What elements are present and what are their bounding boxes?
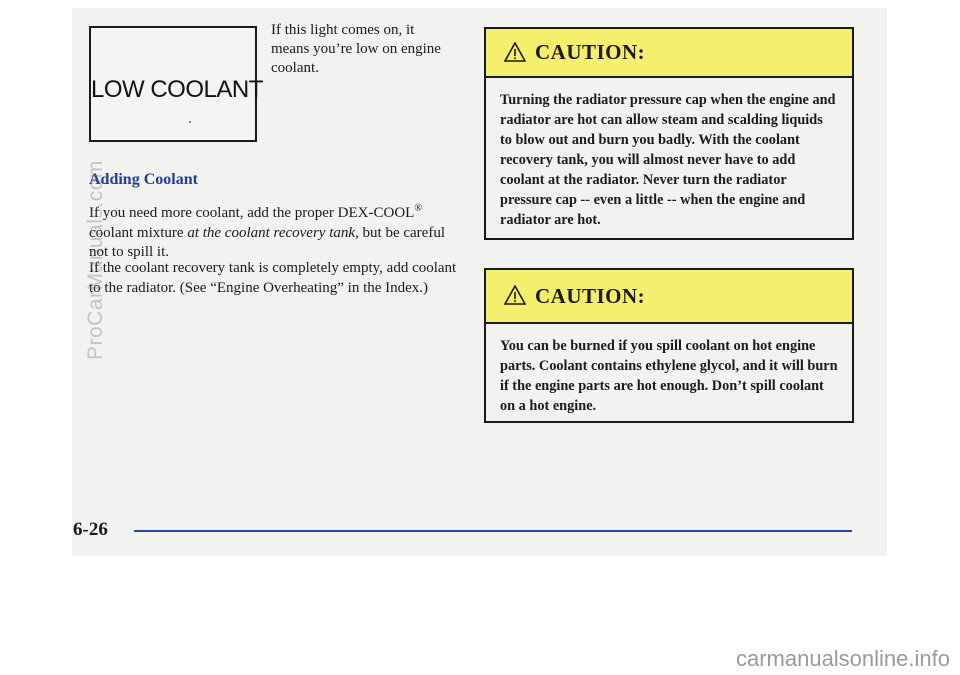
vertical-watermark: ProCarManuals.com bbox=[84, 160, 107, 360]
paragraph-add-coolant: If you need more coolant, add the proper DEX-COOL® coolant mixture at the coolant recovery tank, but be careful not to spill it. bbox=[89, 203, 445, 260]
light-description: If this light comes on, it means you’re low on engine coolant. bbox=[271, 22, 441, 76]
caution-title: CAUTION: bbox=[535, 284, 646, 308]
footer-rule bbox=[134, 530, 852, 532]
site-watermark: carmanualsonline.info bbox=[735, 646, 950, 671]
caution-title: CAUTION: bbox=[535, 40, 646, 64]
indicator-label: LOW COOLANT bbox=[91, 76, 263, 103]
low-coolant-indicator-light bbox=[89, 26, 263, 142]
paragraph-empty-tank: If the coolant recovery tank is completely empty, add coolant to the radiator. (See “Engine Overheating” in the Index.) bbox=[89, 260, 457, 296]
warning-triangle-icon bbox=[504, 42, 526, 62]
caution-text: You can be burned if you spill coolant on hot engine parts. Coolant contains ethylene glycol, and it will burn if the engine parts are hot enough. Don’t spill coolant on a hot engine. bbox=[500, 338, 838, 414]
caution-box-spill-coolant bbox=[484, 268, 854, 423]
indicator-dot bbox=[189, 121, 191, 123]
warning-triangle-icon bbox=[504, 285, 526, 305]
caution-text: Turning the radiator pressure cap when the engine and radiator are hot can allow steam and scalding liquids to blow out and burn you badly. With the coolant recovery tank, you will almost never have to add coolant at the radiator. Never turn the radiator pressure cap -- even a little -- when the engine and radiator are hot. bbox=[500, 92, 836, 228]
section-heading: Adding Coolant bbox=[89, 171, 198, 188]
caution-header bbox=[486, 29, 852, 78]
caution-header bbox=[486, 270, 852, 324]
page-number: 6-26 bbox=[73, 519, 108, 540]
caution-box-radiator-cap bbox=[484, 27, 854, 240]
